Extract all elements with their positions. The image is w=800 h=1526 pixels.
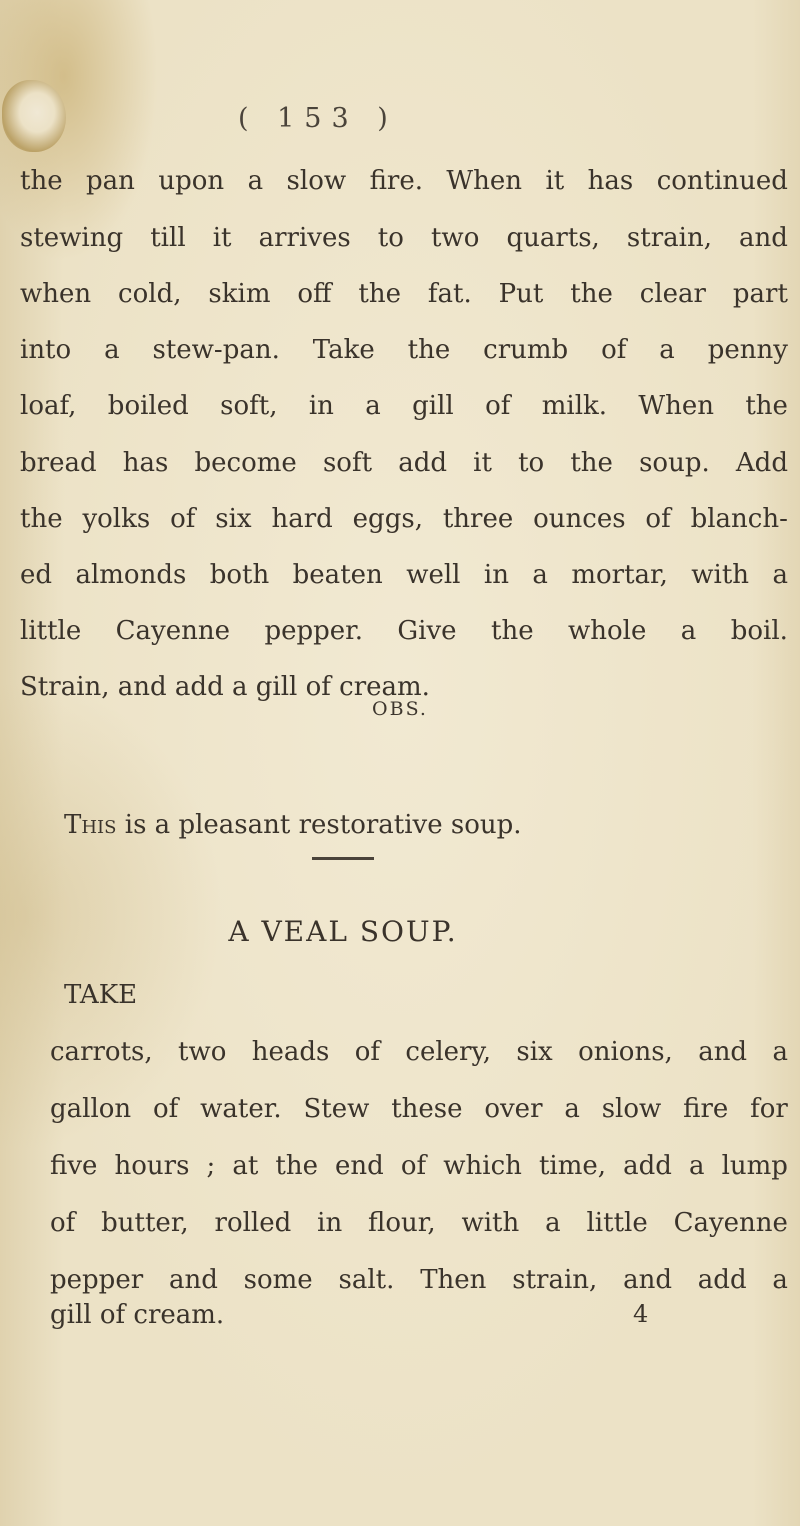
text-line: of butter, rolled in flour, with a little Cayenne (50, 1208, 788, 1238)
text-line: bread has become soft add it to the soup. Add (20, 448, 788, 478)
section-divider (312, 857, 374, 860)
signature-mark: 4 (633, 1300, 649, 1328)
text-line: Strain, and add a gill of cream. (20, 672, 430, 702)
obs-label: OBS. (372, 698, 428, 720)
text-line: loaf, boiled soft, in a gill of milk. When the (20, 391, 788, 421)
text-line: gallon of water. Stew these over a slow fire for (50, 1094, 788, 1124)
page-number: ( 153 ) (238, 103, 398, 134)
text-line: stewing till it arrives to two quarts, strain, and (20, 223, 788, 253)
obs-text: This is a pleasant restorative soup. (64, 810, 522, 840)
text-line: the pan upon a slow fire. When it has continued (20, 166, 788, 196)
text-line: into a stew-pan. Take the crumb of a penny (20, 335, 788, 365)
text-line: ed almonds both beaten well in a mortar, with a (20, 560, 788, 590)
text-line: gill of cream. (50, 1300, 225, 1330)
paper-stain (2, 80, 66, 152)
text-line: little Cayenne pepper. Give the whole a boil. (20, 616, 788, 646)
text-line: five hours ; at the end of which time, add a lump (50, 1151, 788, 1181)
text-line: TAKE (64, 980, 138, 1010)
section-title: A VEAL SOUP. (228, 915, 458, 948)
text-line: the yolks of six hard eggs, three ounces of blanch- (20, 504, 788, 534)
text-line: when cold, skim off the fat. Put the clear part (20, 279, 788, 309)
text-line: carrots, two heads of celery, six onions, and a (50, 1037, 788, 1067)
text-line: pepper and some salt. Then strain, and add a (50, 1265, 788, 1295)
